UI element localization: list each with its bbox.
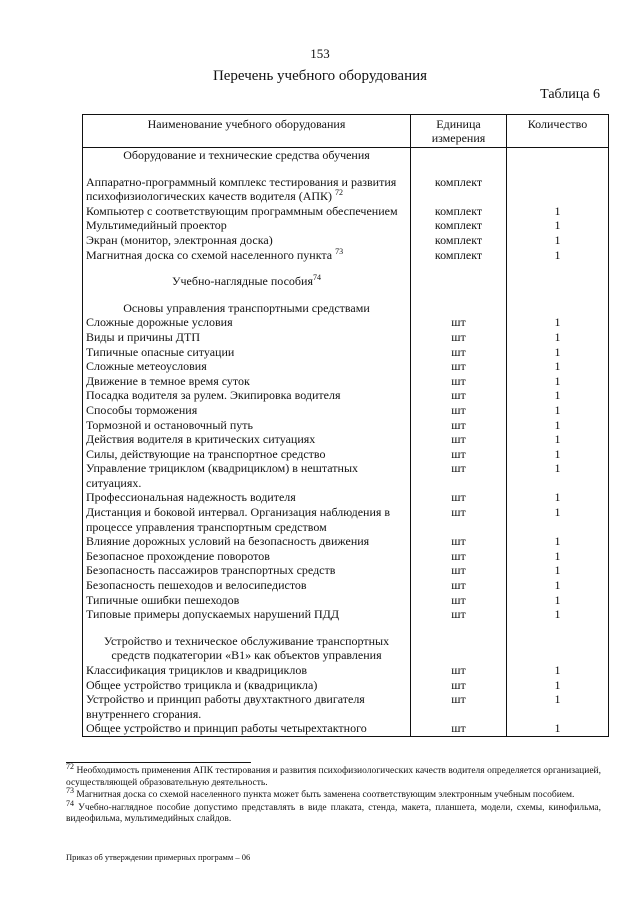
table-row: [83, 692, 609, 721]
page-number: 153: [310, 46, 330, 61]
item-unit: комплект: [411, 175, 507, 204]
item-name: [83, 315, 411, 330]
header-name: Наименование учебного оборудования: [83, 115, 411, 148]
item-qty: 1: [507, 403, 609, 418]
section-title: [83, 301, 411, 316]
footnotes: [66, 761, 602, 827]
empty-cell: [411, 301, 507, 316]
table-row: [83, 432, 609, 447]
item-name: [83, 204, 411, 219]
item-name: [83, 663, 411, 678]
item-unit: шт: [411, 593, 507, 608]
item-qty: 1: [507, 607, 609, 622]
item-unit: шт: [411, 359, 507, 374]
item-unit: комплект: [411, 204, 507, 219]
footnote-ref: 72: [335, 188, 344, 198]
item-unit: шт: [411, 432, 507, 447]
item-name-text: Аппаратно-программный комплекс тестирования и развития психофизиологических качеств водителя (АПК): [86, 174, 397, 204]
item-name-text: Магнитная доска со схемой населенного пункта: [86, 247, 333, 262]
empty-cell: [411, 634, 507, 663]
item-name: [83, 418, 411, 433]
table-row: [83, 248, 609, 263]
header-qty: Количество: [507, 115, 609, 148]
item-qty: 1: [507, 678, 609, 693]
item-unit: шт: [411, 388, 507, 403]
table-row: [83, 175, 609, 204]
item-name-text: Типичные опасные ситуации: [86, 344, 235, 359]
item-qty: 1: [507, 593, 609, 608]
item-name-text: Действия водителя в критических ситуациях: [86, 432, 316, 447]
item-unit: шт: [411, 578, 507, 593]
item-name-text: Сложные метеоусловия: [86, 359, 207, 374]
item-name-text: Виды и причины ДТП: [86, 329, 200, 344]
item-name-text: Профессиональная надежность водителя: [86, 490, 296, 505]
item-name: [83, 330, 411, 345]
spacer-cell: [507, 622, 609, 634]
item-name: [83, 490, 411, 505]
table-row: [83, 663, 609, 678]
spacer-cell: [507, 163, 609, 175]
section-title: [83, 148, 411, 163]
spacer-cell: [83, 622, 411, 634]
item-qty: 1: [507, 330, 609, 345]
table-row: [83, 447, 609, 462]
item-name-text: Компьютер с соответствующим программным обеспечением: [86, 203, 398, 218]
item-name: [83, 359, 411, 374]
item-name-text: Безопасное прохождение поворотов: [86, 548, 270, 563]
item-name-text: Безопасность пешеходов и велосипедистов: [86, 578, 307, 593]
item-qty: 1: [507, 505, 609, 534]
section-title-text: Основы управления транспортными средствами: [123, 300, 370, 315]
item-name-text: Экран (монитор, электронная доска): [86, 232, 273, 247]
item-name: [83, 461, 411, 490]
table-label: Таблица 6: [540, 87, 600, 102]
item-name: [83, 403, 411, 418]
item-name-text: Мультимедийный проектор: [86, 218, 227, 233]
item-unit: шт: [411, 447, 507, 462]
item-unit: шт: [411, 330, 507, 345]
item-name-text: Классификация трициклов и квадрициклов: [86, 663, 308, 677]
item-name-text: Управление трициклом (квадрициклом) в нештатных ситуациях.: [86, 461, 359, 490]
item-name: [83, 432, 411, 447]
table-row: [83, 330, 609, 345]
table-row: [83, 505, 609, 534]
empty-cell: [411, 274, 507, 289]
item-name: [83, 692, 411, 721]
item-unit: шт: [411, 678, 507, 693]
table-header-row: [83, 115, 609, 148]
item-qty: 1: [507, 461, 609, 490]
item-unit: шт: [411, 534, 507, 549]
section-row: [83, 301, 609, 316]
item-unit: шт: [411, 461, 507, 490]
table-row: [83, 374, 609, 389]
item-unit: шт: [411, 315, 507, 330]
item-name-text: Устройство и принцип работы двухтактного двигателя внутреннего сгорания.: [86, 692, 365, 721]
item-qty: 1: [507, 549, 609, 564]
empty-cell: [507, 148, 609, 163]
table-row: [83, 578, 609, 593]
item-qty: 1: [507, 345, 609, 360]
spacer-cell: [411, 622, 507, 634]
item-unit: шт: [411, 721, 507, 736]
item-name: [83, 678, 411, 693]
item-name: [83, 175, 411, 204]
item-name: [83, 505, 411, 534]
page-footer: Приказ об утверждении примерных программ – 06: [66, 852, 251, 862]
section-title: [83, 634, 411, 663]
section-row: [83, 634, 609, 663]
item-unit: комплект: [411, 218, 507, 233]
footnote-number: 74: [66, 798, 74, 808]
item-name: [83, 578, 411, 593]
table-row: [83, 607, 609, 622]
footnote: [66, 785, 601, 802]
item-name-text: Силы, действующие на транспортное средство: [86, 446, 326, 461]
spacer-cell: [411, 163, 507, 175]
item-unit: шт: [411, 549, 507, 564]
footnote: [66, 761, 602, 789]
item-qty: 1: [507, 418, 609, 433]
empty-cell: [507, 301, 609, 316]
item-qty: 1: [507, 578, 609, 593]
item-qty: 1: [507, 388, 609, 403]
item-name: [83, 447, 411, 462]
item-qty: 1: [507, 233, 609, 248]
table-row: [83, 563, 609, 578]
footnote-text: Учебно-наглядное пособие допустимо представлять в виде плаката, стенда, макета, планшета, модели, схемы, кинофильма, видеофильма, мультимедийных слайдов.: [66, 802, 601, 824]
item-unit: шт: [411, 490, 507, 505]
table-row: [83, 593, 609, 608]
footnote-separator: [66, 762, 251, 763]
item-name-text: Способы торможения: [86, 402, 198, 417]
item-qty: 1: [507, 248, 609, 263]
item-qty: 1: [507, 432, 609, 447]
item-name: [83, 345, 411, 360]
spacer-cell: [411, 289, 507, 301]
table-row: [83, 534, 609, 549]
item-unit: шт: [411, 663, 507, 678]
section-title-text: Учебно-наглядные пособия: [172, 274, 313, 289]
item-qty: 1: [507, 721, 609, 736]
item-unit: комплект: [411, 248, 507, 263]
footnote-ref: 74: [312, 273, 321, 283]
table-row: [83, 359, 609, 374]
section-title-text: Оборудование и технические средства обучения: [123, 148, 370, 162]
item-name: [83, 248, 411, 263]
spacer-cell: [411, 262, 507, 274]
item-unit: шт: [411, 345, 507, 360]
item-name: [83, 534, 411, 549]
footnote: [66, 798, 601, 826]
item-name: [83, 607, 411, 622]
table-row: [83, 218, 609, 233]
item-name: [83, 388, 411, 403]
item-name: [83, 549, 411, 564]
empty-cell: [507, 274, 609, 289]
table-row: [83, 388, 609, 403]
item-qty: 1: [507, 218, 609, 233]
item-qty: 1: [507, 204, 609, 219]
item-qty: 1: [507, 563, 609, 578]
header-unit: Единица измерения: [411, 115, 507, 148]
item-name-text: Влияние дорожных условий на безопасность движения: [86, 534, 370, 549]
footnote-text: Необходимость применения АПК тестирования и развития психофизиологических качеств водителя определяется организацией, осуществляющей образовательную деятельность.: [66, 766, 602, 788]
item-qty: 1: [507, 534, 609, 549]
table-row: [83, 403, 609, 418]
item-name-text: Движение в темное время суток: [86, 373, 250, 388]
item-name: [83, 374, 411, 389]
table-row: [83, 549, 609, 564]
item-name: [83, 593, 411, 608]
table-row: [83, 490, 609, 505]
item-unit: шт: [411, 418, 507, 433]
item-name-text: Типичные ошибки пешеходов: [86, 592, 240, 607]
table-row: [83, 233, 609, 248]
item-qty: 1: [507, 692, 609, 721]
item-qty: 1: [507, 315, 609, 330]
empty-cell: [507, 634, 609, 663]
item-qty: 1: [507, 374, 609, 389]
table-body: [83, 148, 609, 737]
table-row: [83, 721, 609, 736]
equipment-table: [82, 114, 609, 737]
spacer-cell: [507, 262, 609, 274]
item-name: [83, 721, 411, 736]
item-unit: шт: [411, 505, 507, 534]
spacer-row: [83, 262, 609, 274]
table-row: [83, 678, 609, 693]
empty-cell: [411, 148, 507, 163]
footnote-text: Магнитная доска со схемой населенного пункта может быть заменена соответствующим электронным учебным пособием.: [76, 790, 575, 800]
spacer-row: [83, 163, 609, 175]
item-name-text: Типовые примеры допускаемых нарушений ПДД: [86, 607, 340, 622]
item-qty: 1: [507, 490, 609, 505]
item-unit: шт: [411, 563, 507, 578]
item-qty: 1: [507, 359, 609, 374]
item-name-text: Сложные дорожные условия: [86, 315, 233, 330]
spacer-row: [83, 289, 609, 301]
table-row: [83, 345, 609, 360]
table-row: [83, 418, 609, 433]
table-row: [83, 461, 609, 490]
item-unit: комплект: [411, 233, 507, 248]
spacer-cell: [83, 163, 411, 175]
item-qty: 1: [507, 447, 609, 462]
item-name-text: Посадка водителя за рулем. Экипировка водителя: [86, 388, 341, 403]
item-unit: шт: [411, 607, 507, 622]
item-name-text: Общее устройство и принцип работы четырехтактного: [86, 721, 367, 736]
table-row: [83, 204, 609, 219]
item-unit: шт: [411, 374, 507, 389]
section-row: [83, 148, 609, 163]
item-qty: [507, 175, 609, 204]
section-row: [83, 274, 609, 289]
section-title: [83, 274, 411, 289]
footnote-number: 72: [66, 761, 74, 771]
footnote-number: 73: [66, 785, 74, 795]
item-name: [83, 233, 411, 248]
spacer-row: [83, 622, 609, 634]
item-name-text: Дистанция и боковой интервал. Организация наблюдения в процессе управления транспортным средством: [86, 505, 391, 534]
item-name: [83, 563, 411, 578]
item-name-text: Тормозной и остановочный путь: [86, 417, 253, 432]
section-title-text: Устройство и техническое обслуживание транспортных средств подкатегории «В1» как объектов управления: [103, 633, 390, 663]
spacer-cell: [83, 262, 411, 274]
document-title: Перечень учебного оборудования: [212, 68, 428, 84]
item-unit: шт: [411, 403, 507, 418]
item-name-text: Безопасность пассажиров транспортных средств: [86, 563, 336, 578]
item-name-text: Общее устройство трицикла и (квадрицикла): [86, 677, 318, 692]
table-row: [83, 315, 609, 330]
item-name: [83, 218, 411, 233]
item-qty: 1: [507, 663, 609, 678]
item-unit: шт: [411, 692, 507, 721]
footnote-ref: 73: [335, 246, 344, 256]
spacer-cell: [507, 289, 609, 301]
spacer-cell: [83, 289, 411, 301]
